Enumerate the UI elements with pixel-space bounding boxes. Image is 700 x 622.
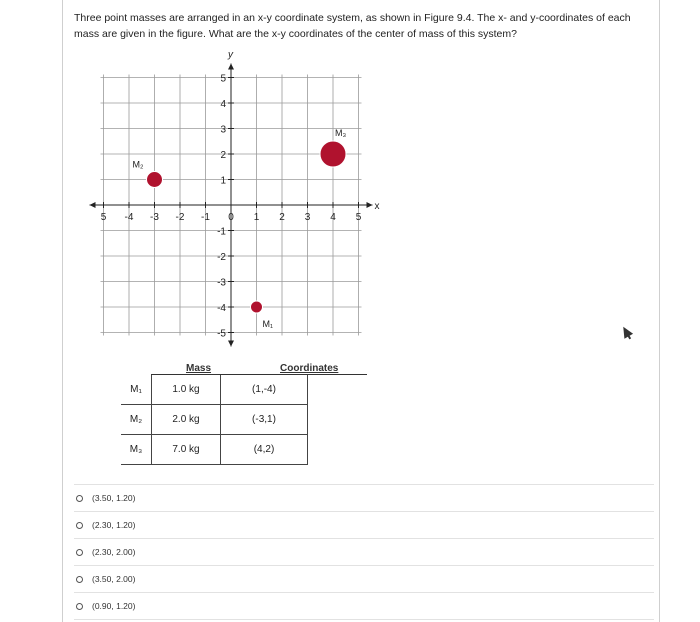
x-tick-label: 0 xyxy=(228,212,234,223)
row-coordinates: (-3,1) xyxy=(221,405,308,435)
mass-point xyxy=(251,301,263,313)
x-tick-label: 1 xyxy=(253,212,260,223)
y-tick-label: -3 xyxy=(217,277,226,289)
table-header-coordinates: Coordinates xyxy=(280,363,339,374)
x-tick-label: 2 xyxy=(279,212,285,223)
x-tick-label: -4 xyxy=(124,212,134,223)
answer-option-label: (0.90, 1.20) xyxy=(92,601,136,611)
x-tick-label: 5 xyxy=(100,212,107,223)
answer-option[interactable] xyxy=(74,593,654,620)
row-mass: 2.0 kg xyxy=(152,405,221,435)
x-tick-label: -1 xyxy=(201,212,210,223)
y-tick-label: 3 xyxy=(220,124,226,136)
x-tick-label: -2 xyxy=(175,212,185,223)
y-tick-label: -5 xyxy=(217,328,226,340)
y-tick-label: 2 xyxy=(220,150,226,161)
row-coordinates: (4,2) xyxy=(221,435,308,465)
row-label: M₂ xyxy=(121,405,152,435)
answer-option[interactable] xyxy=(74,484,654,512)
mass-point xyxy=(320,141,346,167)
radio-button-icon[interactable] xyxy=(76,576,83,583)
mass-point-label: M₂ xyxy=(132,159,144,170)
y-axis-arrow-up xyxy=(228,64,234,70)
y-axis-label: y xyxy=(228,49,233,61)
answer-option[interactable] xyxy=(74,512,654,539)
answer-option[interactable] xyxy=(74,566,654,593)
table-row xyxy=(121,405,308,435)
y-tick-label: 4 xyxy=(220,99,226,110)
answer-option-label: (2.30, 1.20) xyxy=(92,520,136,530)
table-row xyxy=(121,375,308,405)
x-axis-label: x xyxy=(374,201,380,212)
answer-option-label: (3.50, 1.20) xyxy=(92,493,136,503)
x-tick-label: 4 xyxy=(330,212,336,223)
row-label: M₁ xyxy=(121,375,152,405)
mass-point-label: M₁ xyxy=(262,319,274,329)
y-tick-label: 1 xyxy=(220,175,226,187)
row-mass: 7.0 kg xyxy=(152,435,221,465)
radio-button-icon[interactable] xyxy=(76,549,83,556)
question-line-1: Three point masses are arranged in an x-y coordinate system, as shown in Figure 9.4. The x- and y-coordinates of each xyxy=(74,12,631,24)
table-row xyxy=(121,435,308,465)
table-header-mass: Mass xyxy=(186,363,212,374)
x-tick-label: 5 xyxy=(355,212,362,223)
y-tick-label: -4 xyxy=(217,303,226,314)
answer-option-label: (2.30, 2.00) xyxy=(92,547,136,557)
answer-option[interactable] xyxy=(74,539,654,566)
mass-point-label: M₃ xyxy=(335,128,347,138)
row-mass: 1.0 kg xyxy=(152,375,221,405)
mass-point xyxy=(147,172,163,188)
row-label: M₃ xyxy=(121,435,152,465)
mass-table xyxy=(121,375,308,465)
answer-option-label: (3.50, 2.00) xyxy=(92,574,136,584)
y-tick-label: 5 xyxy=(220,73,226,85)
x-tick-label: 3 xyxy=(304,212,311,223)
row-coordinates: (1,-4) xyxy=(221,375,308,405)
answer-options xyxy=(74,484,654,620)
radio-button-icon[interactable] xyxy=(76,522,83,529)
question-line-2: mass are given in the figure. What are the x-y coordinates of the center of mass of this system? xyxy=(74,28,517,40)
y-tick-label: -2 xyxy=(217,252,226,263)
y-axis-arrow-down xyxy=(228,341,234,347)
radio-button-icon[interactable] xyxy=(76,603,83,610)
radio-button-icon[interactable] xyxy=(76,495,83,502)
x-axis-arrow-left xyxy=(90,202,96,208)
y-tick-label: -1 xyxy=(217,226,226,238)
x-tick-label: -3 xyxy=(150,212,159,223)
x-axis-arrow-right xyxy=(367,202,373,208)
